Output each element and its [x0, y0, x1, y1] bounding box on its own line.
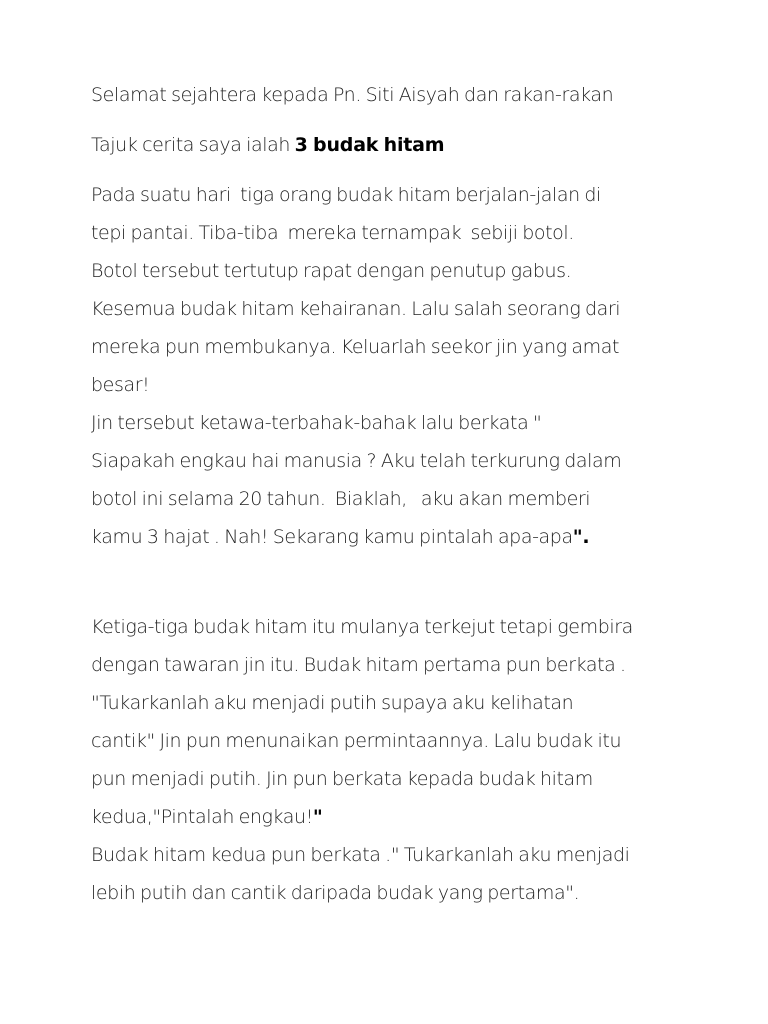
- paragraph-2-line: "Tukarkanlah aku menjadi putih supaya aku kelihatan: [91, 692, 574, 714]
- paragraph-1-line: besar!: [91, 374, 150, 396]
- paragraph-1-line: Kesemua budak hitam kehairanan. Lalu salah seorang dari: [91, 298, 621, 320]
- paragraph-2-last-line: [91, 805, 323, 829]
- story-title-line: [91, 133, 444, 157]
- closing-quote: ".: [572, 526, 590, 548]
- paragraph-2-line: cantik" Jin pun menunaikan permintaannya. Lalu budak itu: [91, 730, 622, 752]
- paragraph-1-line: botol ini selama 20 tahun. Biaklah, aku akan memberi: [91, 488, 591, 510]
- paragraph-1-last-line: [91, 525, 589, 549]
- paragraph-1-line: Jin tersebut ketawa-terbahak-bahak lalu berkata ": [91, 412, 542, 434]
- greeting-line: Selamat sejahtera kepada Pn. Siti Aisyah dan rakan-rakan: [91, 84, 614, 106]
- story-title: 3 budak hitam: [294, 134, 445, 156]
- paragraph-3-line: lebih putih dan cantik daripada budak yang pertama".: [91, 882, 580, 904]
- paragraph-1-line: tepi pantai. Tiba-tiba mereka ternampak sebiji botol.: [91, 222, 574, 244]
- paragraph-1-last-text: kamu 3 hajat . Nah! Sekarang kamu pintalah apa-apa: [91, 526, 573, 548]
- paragraph-1-line: Botol tersebut tertutup rapat dengan penutup gabus.: [91, 260, 572, 282]
- paragraph-2-line: Ketiga-tiga budak hitam itu mulanya terkejut tetapi gembira: [91, 616, 633, 638]
- paragraph-1-line: mereka pun membukanya. Keluarlah seekor jin yang amat: [91, 336, 620, 358]
- story-title-prefix: Tajuk cerita saya ialah: [91, 134, 295, 156]
- paragraph-1-line: Siapakah engkau hai manusia ? Aku telah terkurung dalam: [91, 450, 622, 472]
- paragraph-2-line: dengan tawaran jin itu. Budak hitam pertama pun berkata .: [91, 654, 626, 676]
- paragraph-2-last-text: kedua,"Pintalah engkau!: [91, 806, 313, 828]
- paragraph-2-line: pun menjadi putih. Jin pun berkata kepada budak hitam: [91, 768, 593, 790]
- closing-quote: ": [312, 806, 323, 828]
- paragraph-1-line: Pada suatu hari tiga orang budak hitam berjalan-jalan di: [91, 184, 601, 206]
- paragraph-3-line: Budak hitam kedua pun berkata ." Tukarkanlah aku menjadi: [91, 844, 630, 866]
